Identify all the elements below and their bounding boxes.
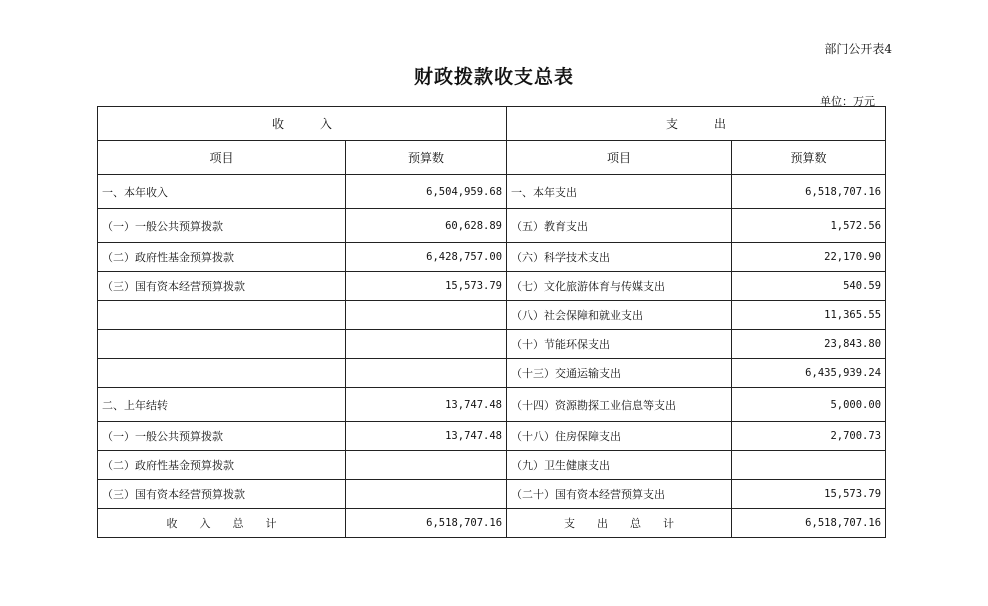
income-label: 一、本年收入	[98, 175, 346, 209]
income-item-header: 项目	[98, 141, 346, 175]
income-value: 13,747.48	[346, 388, 507, 422]
income-value	[346, 330, 507, 359]
table-row	[98, 272, 886, 301]
income-label: （二）政府性基金预算拨款	[98, 243, 346, 272]
income-label: （三）国有资本经营预算拨款	[98, 272, 346, 301]
income-value: 6,428,757.00	[346, 243, 507, 272]
income-label	[98, 359, 346, 388]
expense-budget-header: 预算数	[732, 141, 886, 175]
expense-label: （八）社会保障和就业支出	[507, 301, 732, 330]
expense-total-value: 6,518,707.16	[732, 509, 886, 538]
income-value	[346, 359, 507, 388]
table-row	[98, 243, 886, 272]
total-row	[98, 509, 886, 538]
expense-item-header: 项目	[507, 141, 732, 175]
expense-label: （二十）国有资本经营预算支出	[507, 480, 732, 509]
expense-value: 1,572.56	[732, 209, 886, 243]
table-row	[98, 175, 886, 209]
income-label	[98, 330, 346, 359]
expense-value: 22,170.90	[732, 243, 886, 272]
expense-value: 11,365.55	[732, 301, 886, 330]
page-title: 财政拨款收支总表	[413, 66, 574, 88]
table-row	[98, 422, 886, 451]
table-row	[98, 209, 886, 243]
income-total-value: 6,518,707.16	[346, 509, 507, 538]
income-value	[346, 480, 507, 509]
table-row	[98, 359, 886, 388]
income-budget-header: 预算数	[346, 141, 507, 175]
document-code: 部门公开表4	[824, 42, 892, 56]
unit-label: 单位：万元	[820, 95, 875, 108]
table-row	[98, 301, 886, 330]
expense-label: （七）文化旅游体育与传媒支出	[507, 272, 732, 301]
income-total-label: 收 入 总 计	[98, 509, 346, 538]
expense-header: 支 出	[507, 107, 886, 141]
expense-value: 5,000.00	[732, 388, 886, 422]
income-value: 15,573.79	[346, 272, 507, 301]
expense-label: （六）科学技术支出	[507, 243, 732, 272]
table-header-row	[98, 107, 886, 141]
budget-table	[97, 106, 886, 538]
expense-value: 540.59	[732, 272, 886, 301]
income-value: 60,628.89	[346, 209, 507, 243]
expense-value: 2,700.73	[732, 422, 886, 451]
table-row	[98, 330, 886, 359]
income-label	[98, 301, 346, 330]
expense-value: 6,435,939.24	[732, 359, 886, 388]
income-header: 收 入	[98, 107, 507, 141]
expense-value: 6,518,707.16	[732, 175, 886, 209]
income-label: （二）政府性基金预算拨款	[98, 451, 346, 480]
expense-label: 一、本年支出	[507, 175, 732, 209]
table-subheader-row	[98, 141, 886, 175]
expense-value	[732, 451, 886, 480]
expense-label: （十三）交通运输支出	[507, 359, 732, 388]
income-label: （一）一般公共预算拨款	[98, 209, 346, 243]
income-label: （一）一般公共预算拨款	[98, 422, 346, 451]
income-value: 13,747.48	[346, 422, 507, 451]
income-label: （三）国有资本经营预算拨款	[98, 480, 346, 509]
expense-value: 23,843.80	[732, 330, 886, 359]
table-row	[98, 388, 886, 422]
expense-label: （九）卫生健康支出	[507, 451, 732, 480]
income-value	[346, 451, 507, 480]
income-value	[346, 301, 507, 330]
expense-label: （十）节能环保支出	[507, 330, 732, 359]
expense-total-label: 支 出 总 计	[507, 509, 732, 538]
table-row	[98, 451, 886, 480]
income-label: 二、上年结转	[98, 388, 346, 422]
income-value: 6,504,959.68	[346, 175, 507, 209]
expense-value: 15,573.79	[732, 480, 886, 509]
table-row	[98, 480, 886, 509]
expense-label: （十八）住房保障支出	[507, 422, 732, 451]
expense-label: （十四）资源勘探工业信息等支出	[507, 388, 732, 422]
expense-label: （五）教育支出	[507, 209, 732, 243]
